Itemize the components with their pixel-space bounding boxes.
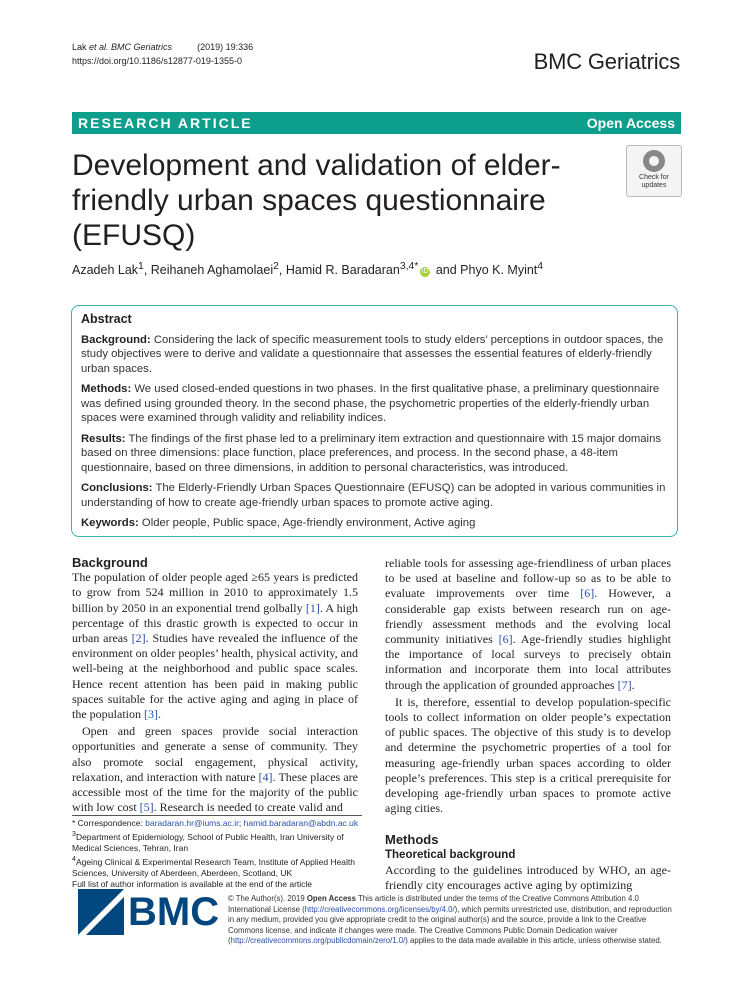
affiliation: $^4$Ageing Clinical & Experimental Research Team, Institute of Applied Health Sciences, University of Aberdeen, Aberdeen, Scotland, UK bbox=[72, 854, 356, 878]
abstract-keywords: Keywords: Older people, Public space, Age-friendly environment, Active aging bbox=[81, 517, 476, 529]
author: Reihaneh Aghamolaei bbox=[150, 263, 274, 278]
orcid-icon[interactable]: iD bbox=[422, 268, 429, 276]
open-access-label: Open Access bbox=[586, 115, 675, 131]
citation-link[interactable]: [5] bbox=[139, 800, 154, 815]
license-statement: © The Author(s). 2019 Open Access This article is distributed under the terms of the Creative Commons Attribution 4.0 International License (http://creativecommons.org/licenses/by/4.0/), which permits unrestricted use, distribution, and reproduction in any medium, provided you give appropriate credit to the original author(s) and the source, provide a link to the Creative Commons license, and indicate if changes were made. The Creative Commons Public Domain Dedication waiver (http://creativecommons.org/publicdomain/zero/1.0/) applies to the data made available in this article, unless otherwise stated. bbox=[228, 894, 672, 945]
paragraph: The population of older people aged ≥65 years is predicted to grow from 524 million in 2010 to approximately 1.5 billion by 2050 in an exponential trend golbally [1]. A high percentage of this drastic growth is expected to occur in urban areas [2]. Studies have revealed the influence of the environment on older peoples’ health, physical activity, and well-being at the neighborhood and public space scales. Hence recent attention has been paid in making public spaces suitable for the active aging and aging in place of the population [3]. bbox=[72, 570, 358, 722]
citation-header bbox=[72, 40, 253, 68]
background-heading: Background bbox=[72, 555, 148, 570]
author: Hamid R. Baradaran bbox=[285, 263, 400, 278]
methods-heading: Methods bbox=[385, 832, 439, 848]
full-author-info-note: Full list of author information is available at the end of the article bbox=[72, 878, 313, 889]
abstract-heading: Abstract bbox=[81, 312, 132, 326]
bmc-wordmark: BMC bbox=[128, 890, 220, 934]
citation-link[interactable]: [4] bbox=[258, 769, 273, 784]
author: Phyo K. Myint bbox=[460, 263, 538, 278]
article-title: Development and validation of elder-friendly urban spaces questionnaire (EFUSQ) bbox=[72, 149, 561, 252]
header-volume: (2019) 19:336 bbox=[197, 42, 254, 52]
bmc-logo-mark-icon bbox=[78, 889, 124, 935]
bmc-logo bbox=[78, 889, 220, 937]
citation-link[interactable]: [6] bbox=[498, 632, 513, 647]
badge-text: Check for updates bbox=[639, 174, 669, 189]
abstract-results: Results: The findings of the first phase led to a preliminary item extraction and questionnaire with 15 major domains based on three dimensions: place function, place preferences, and process. In the second phase, a 48-item questionnaire, based on three dimensions, in addition to personal characteristics, was introduced. bbox=[81, 432, 662, 474]
author-list: Azadeh Lak$^1$, Reihaneh Aghamolaei$^2$, Hamid R. Baradaran$^{3,4*}$ iD and Phyo K. Myint$^4$ bbox=[72, 261, 544, 278]
author: Azadeh Lak bbox=[72, 263, 139, 278]
citation-link[interactable]: [3] bbox=[144, 707, 158, 722]
citation-link[interactable]: [2] bbox=[131, 631, 146, 646]
paragraph: reliable tools for assessing age-friendliness of urban places to be used at baseline and follow-up so as to be able to evaluate improvements over time [6]. However, a considerable gap exists between research run on age-friendly assessment methods and the evolving local community initiatives [6]. Age-friendly studies highlight the importance of local surveys to precisely obtain information and incorporate them into local attributes through the application of grounded approaches [7]. bbox=[385, 556, 672, 692]
license-link[interactable]: http://creativecommons.org/publicdomain/zero/1.0/ bbox=[230, 936, 406, 945]
right-column bbox=[385, 556, 671, 893]
abstract-methods: Methods: We used closed-ended questions in two phases. In the first qualitative phase, a preliminary questionnaire was defined using grounded theory. In the second phase, the psychometric properties of the elderly-friendly urban spaces were examined through validity and reliability indices. bbox=[81, 383, 660, 424]
email-link[interactable]: hamid.baradaran@abdn.ac.uk bbox=[243, 818, 359, 828]
article-type: RESEARCH ARTICLE bbox=[78, 115, 253, 131]
article-type-banner bbox=[72, 112, 681, 134]
abstract-background: Background: Considering the lack of specific measurement tools to study elders’ perceptions in outdoor spaces, the study objectives were to derive and validate a questionnaire that assesses the essential features of elderly-friendly urban spaces. bbox=[81, 333, 664, 375]
paragraph: Open and green spaces provide social interaction opportunities and generate a sense of community. They also promote social engagement, physical activity, relaxation, and interaction with nature [4]. These places are accessible most of the time for the majority of the public with low cost [5]. Research is needed to create valid and bbox=[72, 724, 358, 815]
header-author: Lak bbox=[72, 42, 87, 52]
doi-link[interactable]: https://doi.org/10.1186/s12877-019-1355-0 bbox=[72, 56, 242, 66]
abstract-conclusions: Conclusions: The Elderly-Friendly Urban Spaces Questionnaire (EFUSQ) can be adopted in various communities in understanding of how to create age-friendly urban spaces to promote active aging. bbox=[81, 482, 666, 509]
theoretical-background-heading: Theoretical background bbox=[385, 848, 516, 861]
journal-name: BMC Geriatrics bbox=[533, 49, 680, 74]
email-link[interactable]: baradaran.hr@iums.ac.ir bbox=[145, 818, 239, 828]
left-column bbox=[72, 555, 358, 815]
header-journal: et al. BMC Geriatrics bbox=[89, 42, 173, 52]
crossmark-icon bbox=[643, 150, 665, 172]
citation-link[interactable]: [7] bbox=[617, 677, 632, 692]
citation-link[interactable]: [6] bbox=[580, 586, 595, 601]
paragraph: It is, therefore, essential to develop population-specific tools to collect information on older people’s expectation of public spaces. The objective of this study is to develop and determine the psychometric properties of a tool for measuring age-friendly urban spaces according to older people’s preferences. This step is a critical prerequisite for developing age-friendly urban spaces to promote active aging cities. bbox=[385, 694, 671, 816]
paragraph: According to the guidelines introduced by WHO, an age-friendly city encourages active aging by optimizing bbox=[385, 862, 671, 893]
correspondence: * Correspondence: baradaran.hr@iums.ac.ir; hamid.baradaran@abdn.ac.uk bbox=[72, 818, 359, 828]
license-link[interactable]: http://creativecommons.org/licenses/by/4.0/ bbox=[304, 904, 455, 914]
citation-link[interactable]: [1] bbox=[305, 600, 320, 615]
check-for-updates-badge[interactable] bbox=[626, 145, 682, 197]
affiliation: $^3$Department of Epidemiology, School of Public Health, Iran University of Medical Sciences, Tehran, Iran bbox=[72, 830, 344, 853]
footnotes bbox=[72, 815, 362, 890]
abstract-box bbox=[71, 305, 678, 537]
